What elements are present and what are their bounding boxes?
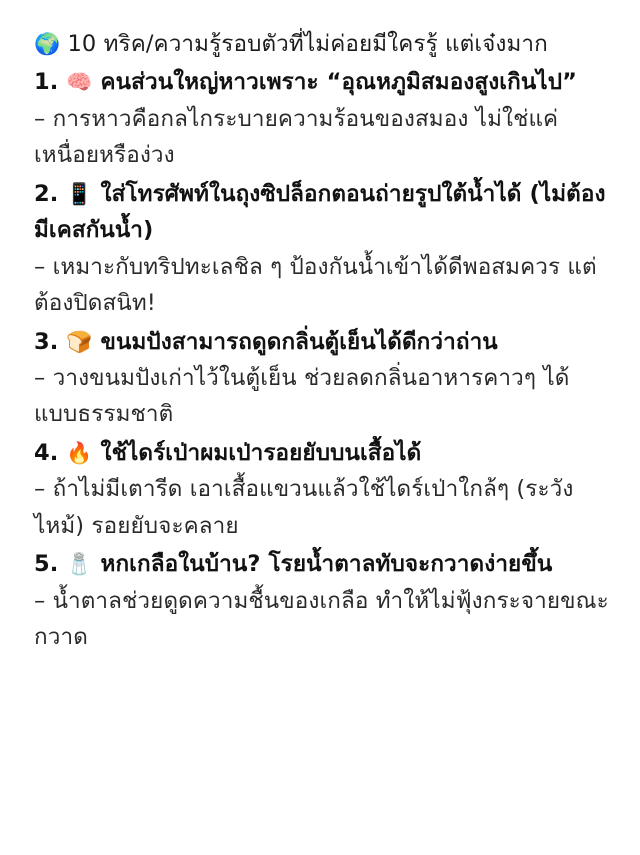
item-title-row	[34, 546, 610, 582]
headline-text: 10 ทริค/ความรู้รอบตัวที่ไม่ค่อยมีใครรู้ แต่เจ๋งมาก	[67, 31, 548, 57]
item-title-text: หกเกลือในบ้าน? โรยน้ำตาลทับจะกวาดง่ายขึ้น	[100, 551, 553, 578]
item-title-row	[34, 435, 610, 471]
list-item	[34, 546, 610, 655]
item-detail-text: – เหมาะกับทริปทะเลชิล ๆ ป้องกันน้ำเข้าได้ดีพอสมควร แต่ต้องปิดสนิท!	[34, 253, 597, 317]
item-number: 5.	[34, 551, 59, 578]
item-detail-text: – วางขนมปังเก่าไว้ในตู้เย็น ช่วยลดกลิ่นอาหารคาวๆ ได้แบบธรรมชาติ	[34, 364, 570, 428]
document-headline	[34, 26, 610, 62]
headline-block	[34, 26, 610, 62]
fire-icon: 🔥	[66, 440, 93, 465]
item-detail-text: – ถ้าไม่มีเตารีด เอาเสื้อแขวนแล้วใช้ไดร์เป่าใกล้ๆ (ระวังไหม้) รอยยับจะคลาย	[34, 476, 574, 539]
item-title-row	[34, 64, 610, 100]
item-title-text: ใส่โทรศัพท์ในถุงซิปล็อกตอนถ่ายรูปใต้น้ำได้ (ไม่ต้องมีเคสกันน้ำ)	[34, 180, 606, 244]
bread-icon: 🍞	[66, 329, 93, 354]
item-title-row	[34, 176, 610, 249]
item-number: 3.	[34, 328, 59, 355]
list-item	[34, 64, 610, 173]
list-item	[34, 176, 610, 322]
item-number: 2.	[34, 180, 59, 207]
item-number: 1.	[34, 69, 59, 96]
item-number: 4.	[34, 439, 59, 466]
item-detail-text: – การหาวคือกลไกระบายความร้อนของสมอง ไม่ใช่แค่เหนื่อยหรือง่วง	[34, 105, 559, 169]
list-item	[34, 324, 610, 433]
globe-showing-europe-africa-icon: 🌍	[34, 32, 61, 56]
item-title-text: ขนมปังสามารถดูดกลิ่นตู้เย็นได้ดีกว่าถ่าน	[100, 328, 498, 355]
brain-icon: 🧠	[66, 70, 93, 95]
item-title-text: คนส่วนใหญ่หาวเพราะ “อุณหภูมิสมองสูงเกินไป”	[100, 69, 577, 96]
item-detail-text: – น้ำตาลช่วยดูดความชื้นของเกลือ ทำให้ไม่ฟุ้งกระจายขณะกวาด	[34, 587, 609, 650]
item-title-row	[34, 324, 610, 360]
mobile-phone-icon: 📱	[66, 181, 93, 206]
item-title-text: ใช้ไดร์เป่าผมเป่ารอยยับบนเสื้อได้	[100, 439, 422, 466]
list-item	[34, 435, 610, 544]
salt-shaker-icon: 🧂	[66, 552, 93, 577]
